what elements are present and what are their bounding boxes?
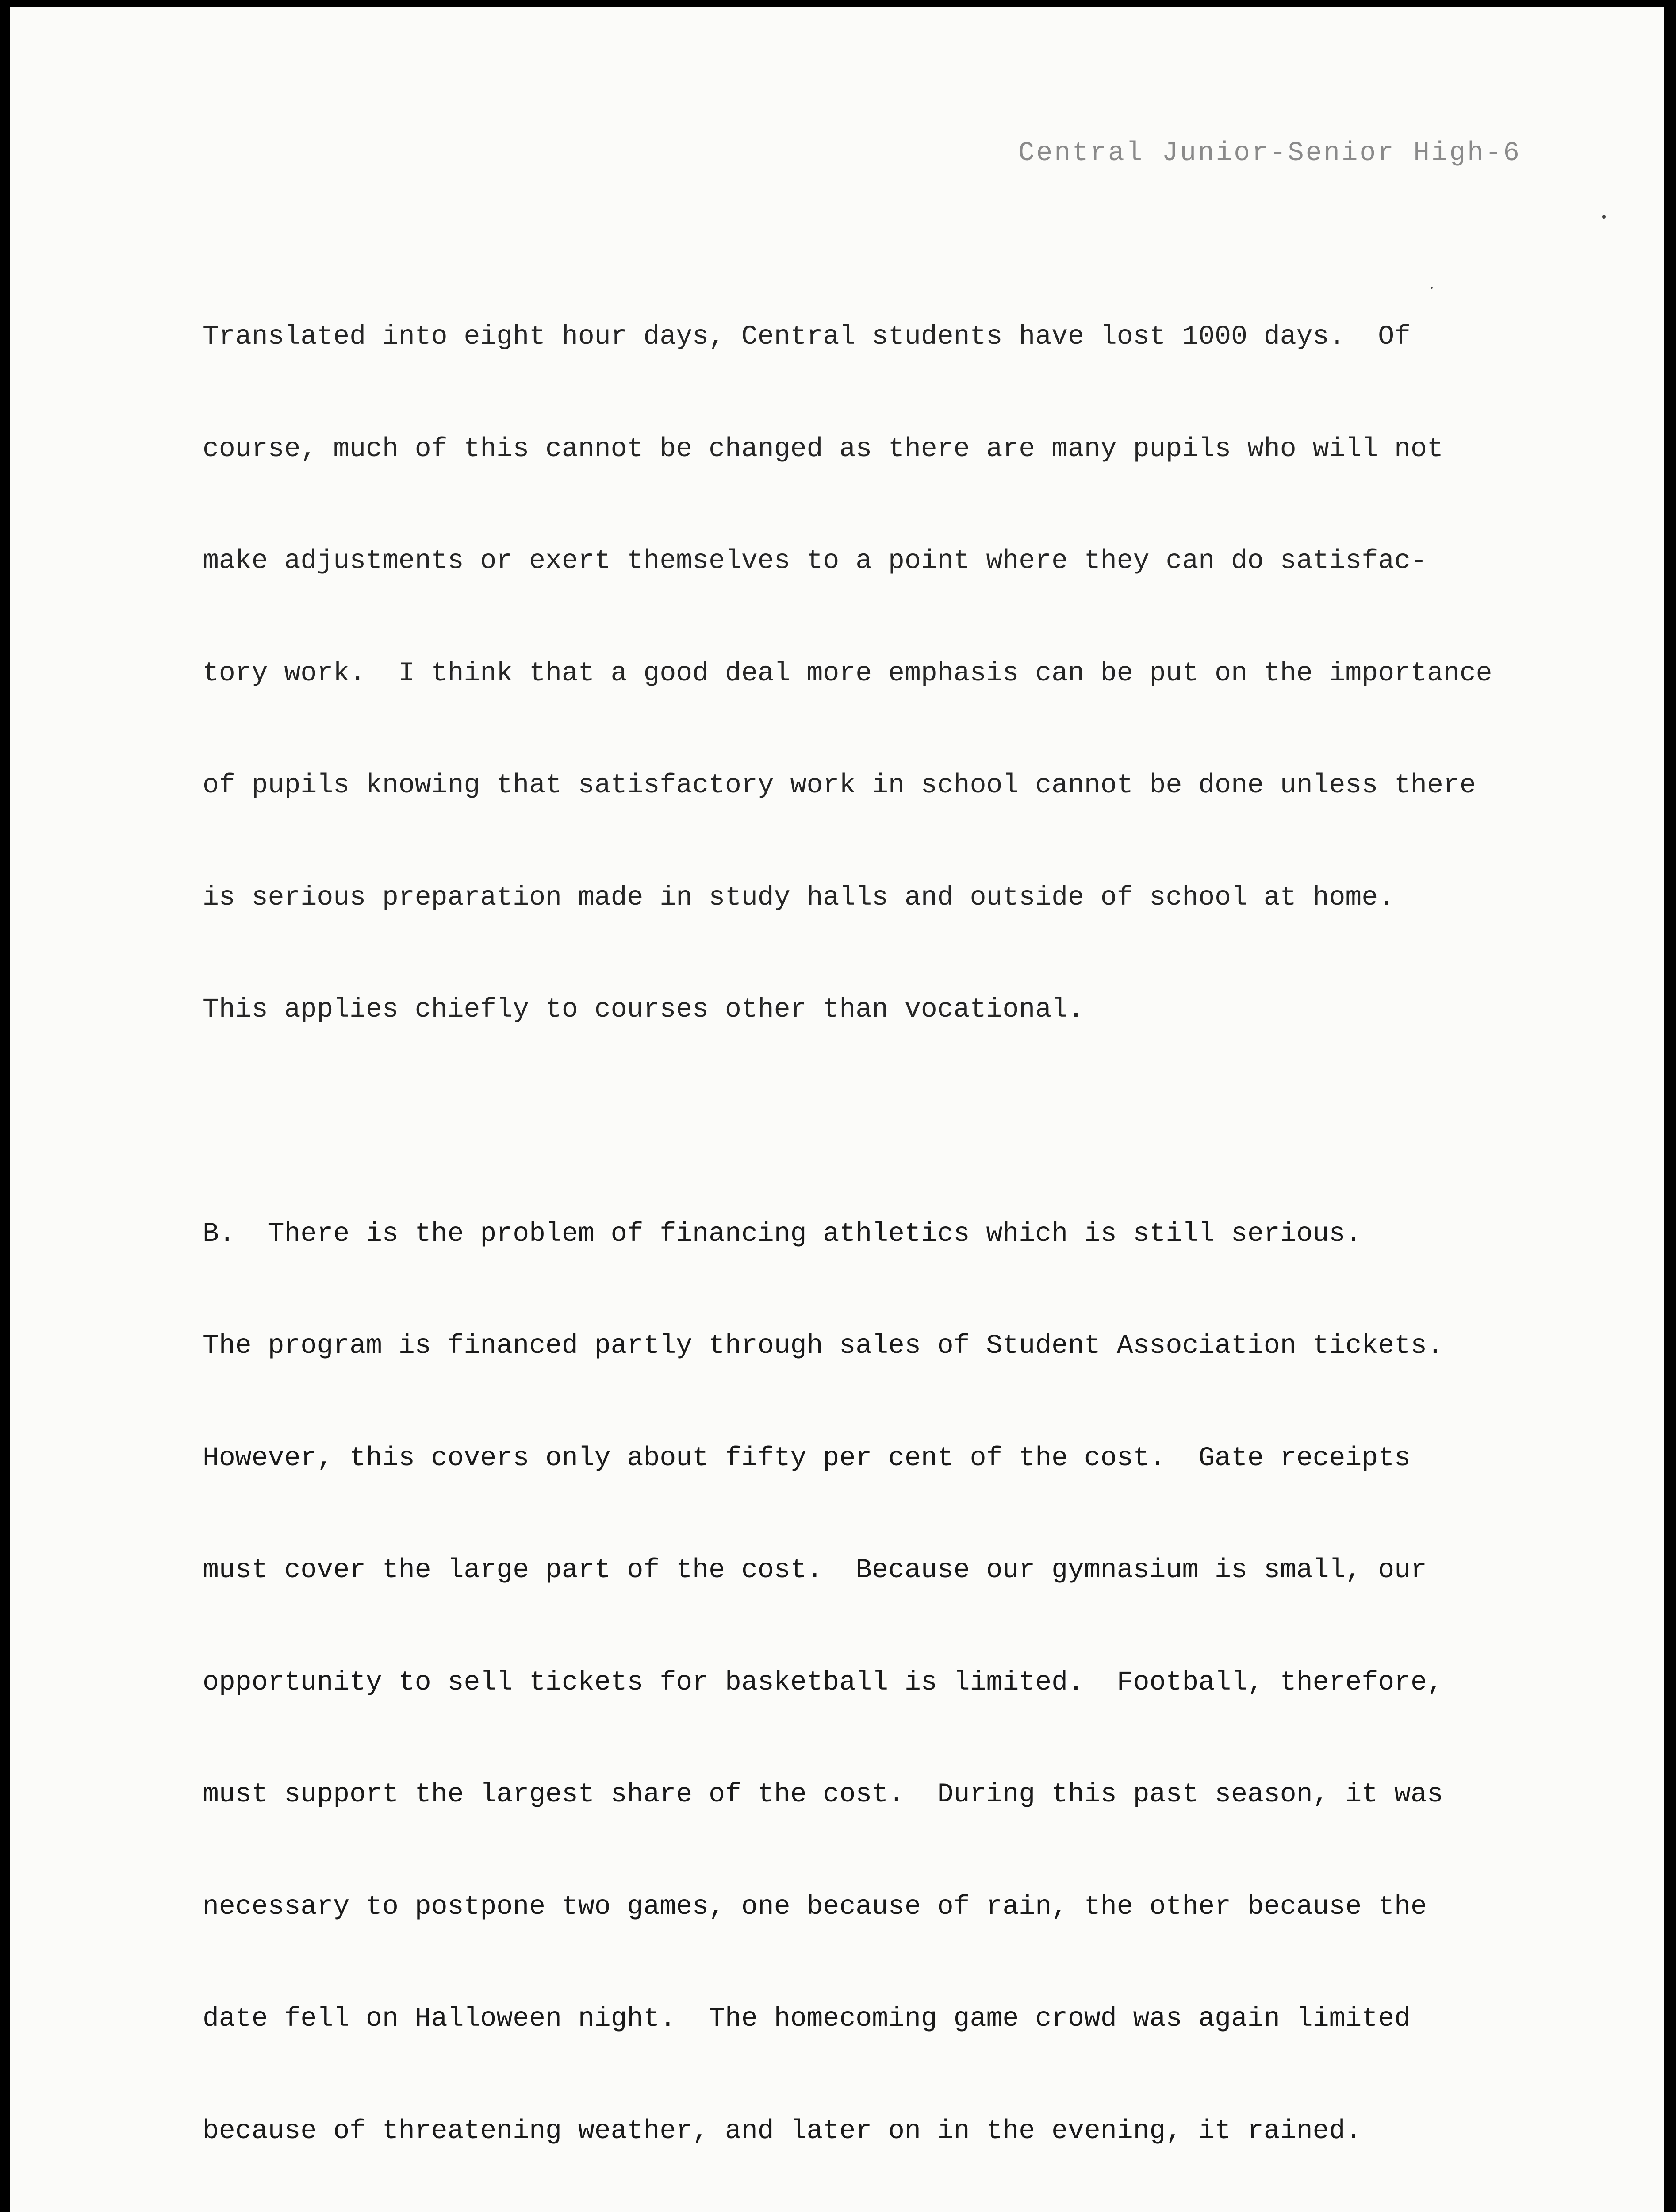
paragraph-intro [203, 244, 1618, 1104]
text-line: must cover the large part of the cost. Because our gymnasium is small, our [203, 1555, 1427, 1586]
text-line: because of threatening weather, and later on in the evening, it rained. [203, 2116, 1362, 2147]
text-line: must support the largest share of the cost. During this past season, it was [203, 1779, 1443, 1810]
text-line: course, much of this cannot be changed as there are many pupils who will not [203, 434, 1443, 465]
page-header: Central Junior-Senior High-6 [1018, 138, 1521, 169]
text-line: opportunity to sell tickets for basketball is limited. Football, therefore, [203, 1667, 1443, 1698]
text-line: Translated into eight hour days, Central students have lost 1000 days. Of [203, 322, 1411, 352]
text-line: necessary to postpone two games, one because of rain, the other because the [203, 1891, 1427, 1922]
text-line: This applies chiefly to courses other than vocational. [203, 995, 1084, 1025]
text-line: make adjustments or exert themselves to a point where they can do satisfac- [203, 546, 1427, 576]
text-line: is serious preparation made in study halls and outside of school at home. [203, 882, 1395, 913]
text-line: B. There is the problem of financing athletics which is still serious. [203, 1218, 1362, 1249]
paper-speck [1431, 287, 1433, 289]
text-line: tory work. I think that a good deal more emphasis can be put on the importance [203, 658, 1492, 689]
text-line: of pupils knowing that satisfactory work in school cannot be done unless there [203, 770, 1476, 801]
text-line: However, this covers only about fifty per cent of the cost. Gate receipts [203, 1443, 1411, 1474]
paragraph-b [203, 1141, 1618, 2212]
document-body [203, 244, 1618, 2212]
document-page [10, 7, 1664, 2212]
text-line: The program is financed partly through sales of Student Association tickets. [203, 1331, 1443, 1361]
paper-speck [1602, 215, 1606, 219]
text-line: date fell on Halloween night. The homecoming game crowd was again limited [203, 2004, 1411, 2034]
